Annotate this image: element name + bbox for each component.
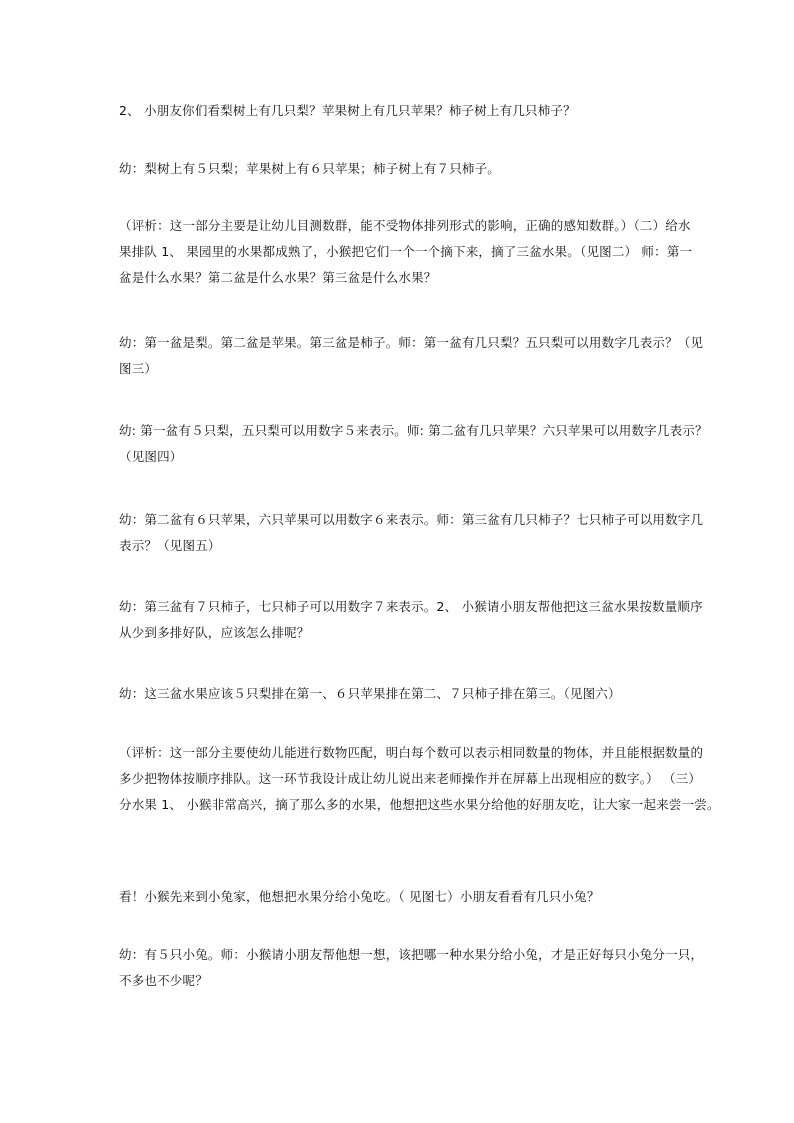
paragraph-2 bbox=[119, 156, 679, 182]
text-line: 看！小猴先来到小兔家，他想把水果分给小兔吃。（ 见图七）小朋友看看有几只小兔？ bbox=[119, 889, 600, 904]
text-line: 幼：第三盆有７只柿子，七只柿子可以用数字７来表示。2、 小猴请小朋友帮他把这三盆水果按数量顺序 bbox=[119, 599, 703, 614]
text-line: 不多也不少呢？ bbox=[119, 973, 208, 988]
paragraph-5 bbox=[119, 418, 708, 470]
text-line: 幼：第一盆是梨。第二盆是苹果。第三盆是柿子。师：第一盆有几只梨？五只梨可以用数字几表示？（见 bbox=[119, 335, 704, 350]
text-line: 从少到多排好队，应该怎么排呢？ bbox=[119, 625, 310, 640]
text-line: 分水果 1、 小猴非常高兴，摘了那么多的水果，他想把这些水果分给他的好朋友吃，让大家一起来尝一尝。 bbox=[119, 797, 720, 812]
text-line: （评析：这一部分主要使幼儿能进行数物匹配，明白每个数可以表示相同数量的物体，并且能根据数量的 bbox=[119, 745, 704, 760]
paragraph-7 bbox=[119, 594, 703, 646]
text-line: 幼: 第一盆有５只梨，五只梨可以用数字５来表示。师: 第二盆有几只苹果？六只苹果可以用数字几表示？ bbox=[119, 423, 708, 438]
text-line: （见图四） bbox=[119, 449, 183, 464]
paragraph-3 bbox=[119, 213, 693, 291]
paragraph-9 bbox=[119, 740, 720, 818]
text-line: 2、 小朋友你们看梨树上有几只梨？苹果树上有几只苹果？柿子树上有几只柿子？ bbox=[119, 103, 576, 118]
text-line: 表示？（见图五） bbox=[119, 538, 221, 553]
paragraph-10 bbox=[119, 884, 679, 910]
paragraph-4 bbox=[119, 330, 704, 382]
text-line: 多少把物体按顺序排队。这一环节我设计成让幼儿说出来老师操作并在屏幕上出现相应的数字。） （三） bbox=[119, 771, 702, 786]
paragraph-1 bbox=[119, 98, 679, 124]
text-line: 图三） bbox=[119, 361, 158, 376]
text-line: 盆是什么水果？第二盆是什么水果？第三盆是什么水果？ bbox=[119, 270, 437, 285]
text-line: （评析：这一部分主要是让幼儿目测数群，能不受物体排列形式的影响，正确的感知数群。）（二）给水 bbox=[119, 218, 691, 233]
text-line: 幼：第二盆有６只苹果，六只苹果可以用数字６来表示。师：第三盆有几只柿子？七只柿子可以用数字几 bbox=[119, 512, 704, 527]
text-line: 果排队 1、 果园里的水果都成熟了，小猴把它们一个一个摘下来，摘了三盆水果。（见图二） 师：第一 bbox=[119, 244, 693, 259]
paragraph-6 bbox=[119, 507, 704, 559]
text-line: 幼：有５只小兔。师：小猴请小朋友帮他想一想，该把哪一种水果分给小兔，才是正好每只小兔分一只， bbox=[119, 947, 704, 962]
paragraph-8 bbox=[119, 681, 679, 707]
text-line: 幼：这三盆水果应该５只梨排在第一、６只苹果排在第二、７只柿子排在第三。（见图六） bbox=[119, 686, 621, 701]
text-line: 幼：梨树上有５只梨；苹果树上有６只苹果；柿子树上有７只柿子。 bbox=[119, 161, 501, 176]
paragraph-11 bbox=[119, 942, 704, 994]
